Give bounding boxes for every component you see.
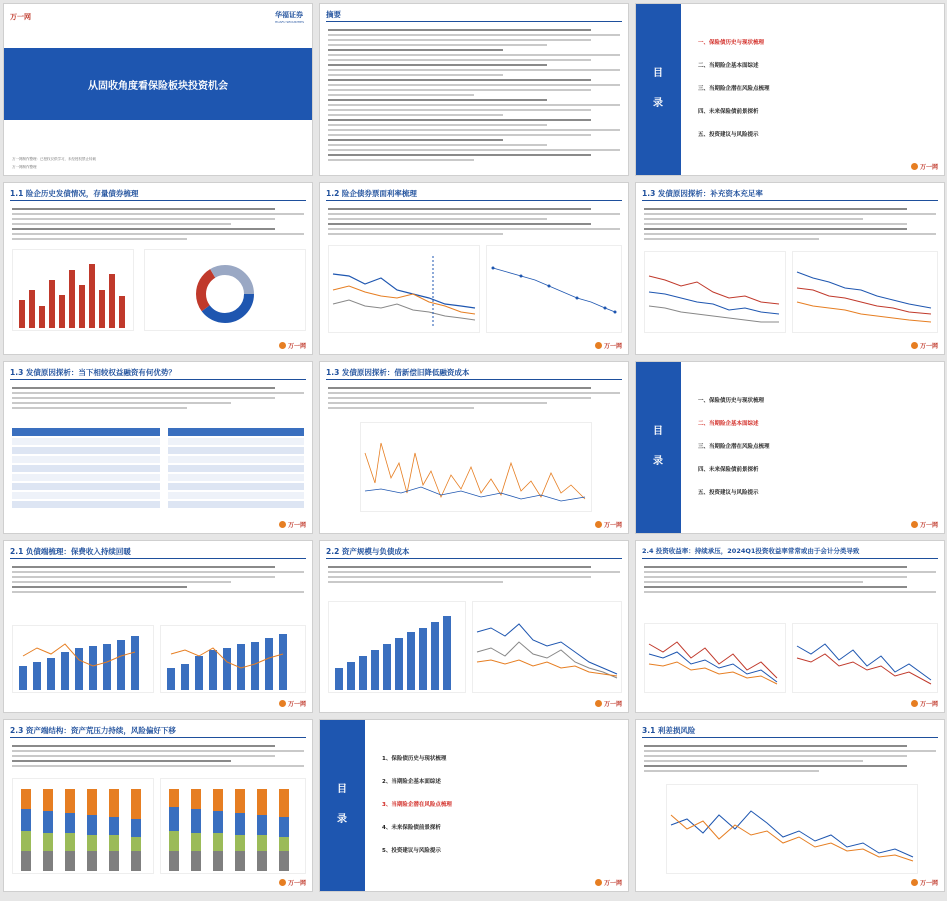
asset-bar-chart: [328, 601, 466, 693]
slide-body: [12, 563, 304, 596]
premium-bars-right: [161, 626, 305, 692]
toc-item-1[interactable]: 1、保险债历史与现状梳理: [382, 756, 447, 762]
toc-label: 目录: [653, 426, 663, 467]
slide-title: 1.1 险企历史发债情况，存量债券梳理: [10, 189, 139, 198]
solvency-lines-left: [645, 252, 785, 332]
toc-label: 目录: [653, 68, 663, 109]
toc-item-4[interactable]: 四、未来保险债前景探析: [698, 109, 759, 115]
toc-slide-section-3[interactable]: [320, 720, 628, 891]
spread-chart: [360, 422, 592, 512]
slide-1-3a[interactable]: [636, 183, 944, 354]
yield-lines-right: [793, 624, 937, 692]
footer-logo: 万一网: [911, 878, 938, 887]
toc-item-5[interactable]: 五、投资建议与风险提示: [698, 132, 759, 138]
scatter-chart: [486, 245, 622, 333]
slide-title: 2.3 资产端结构：资产荒压力持续，风险偏好下移: [10, 726, 176, 735]
title-rule: [10, 379, 306, 380]
bond-issuance-bars: [13, 250, 133, 330]
yield-lines-left: [645, 624, 785, 692]
slide-title: 1.3 发债原因探析：补充资本充足率: [642, 189, 763, 198]
footer-logo: 万一网: [911, 699, 938, 708]
slide-body: [328, 384, 620, 412]
title-rule: [326, 21, 622, 22]
slide-title: 2.4 投资收益率：持续承压，2024Q1投资收益率常常或由于会计分类导致: [642, 547, 860, 555]
footer-logo: 万一网: [595, 878, 622, 887]
slide-1-1[interactable]: [4, 183, 312, 354]
slide-1-3c[interactable]: [320, 362, 628, 533]
solvency-chart-left: [644, 251, 786, 333]
toc-item-2[interactable]: 2、当期险企基本面综述: [382, 779, 441, 785]
toc-item-3[interactable]: 三、当期险企潜在风险点梳理: [698, 86, 770, 92]
footer-logo: 万一网: [279, 878, 306, 887]
slide-body: [328, 205, 620, 238]
rate-scatter: [487, 246, 621, 332]
yield-chart-right: [792, 623, 938, 693]
toc-item-1[interactable]: 一、保险债历史与现状梳理: [698, 40, 765, 46]
title-rule: [642, 200, 938, 201]
toc-item-2[interactable]: 二、当期险企基本面综述: [698, 421, 759, 427]
footer-logo: 万一网: [595, 341, 622, 350]
donut-chart: [144, 249, 306, 331]
slide-2-4[interactable]: [636, 541, 944, 712]
slide-3-1[interactable]: [636, 720, 944, 891]
slide-body: [12, 205, 304, 243]
table-left: [12, 428, 160, 514]
cost-line-chart: [472, 601, 622, 693]
slide-title: 1.3 发债原因探析：借新偿旧降低融资成本: [326, 368, 470, 377]
huafu-logo: 华福证券 HUAFU SECURITIES: [275, 11, 304, 24]
title-rule: [10, 737, 306, 738]
slide-2-2[interactable]: [320, 541, 628, 712]
title-rule: [642, 737, 938, 738]
slide-title: 1.3 发债原因探析：当下相较权益融资有何优势？: [10, 368, 176, 377]
footer-logo: 万一网: [911, 162, 938, 171]
footer-logo: 万一网: [595, 520, 622, 529]
slide-body: [644, 563, 936, 596]
toc-item-2[interactable]: 二、当期险企基本面综述: [698, 63, 759, 69]
table-right: [168, 428, 304, 514]
slide-2-3[interactable]: [4, 720, 312, 891]
toc-item-1[interactable]: 一、保险债历史与现状梳理: [698, 398, 765, 404]
toc-item-4[interactable]: 4、未来保险债前景探析: [382, 825, 441, 831]
slide-1-3b[interactable]: [4, 362, 312, 533]
yield-chart-left: [644, 623, 786, 693]
slide-title: 2.1 负债端梳理：保费收入持续回暖: [10, 547, 131, 556]
asset-bars: [329, 602, 465, 692]
title-rule: [326, 558, 622, 559]
footer-logo: 万一网: [911, 341, 938, 350]
slide-title: 2.2 资产规模与负债成本: [326, 547, 410, 556]
bond-balance-pie: [145, 250, 305, 330]
slide-body: [328, 563, 620, 586]
slide-1-2[interactable]: [320, 183, 628, 354]
bar-chart: [12, 249, 134, 331]
title-rule: [642, 558, 938, 559]
stacked-bars-right: [161, 779, 305, 873]
toc-slide-section-2[interactable]: [636, 362, 944, 533]
rate-line-chart: [328, 245, 480, 333]
premium-bar-chart-right: [160, 625, 306, 693]
title-rule: [326, 379, 622, 380]
toc-slide-main[interactable]: [636, 4, 944, 175]
toc-item-4[interactable]: 四、未来保险债前景探析: [698, 467, 759, 473]
footer-logo: 万一网: [279, 520, 306, 529]
slide-2-1[interactable]: [4, 541, 312, 712]
summary-body: [328, 26, 620, 164]
cover-slide[interactable]: [4, 4, 312, 175]
footer-logo: 万一网: [279, 341, 306, 350]
footer-logo: 万一网: [911, 520, 938, 529]
toc-label: 目录: [337, 784, 347, 825]
premium-bar-chart-left: [12, 625, 154, 693]
toc-item-5[interactable]: 五、投资建议与风险提示: [698, 490, 759, 496]
asset-mix-chart-right: [160, 778, 306, 874]
slide-title: 1.2 险企债券票面利率梳理: [326, 189, 417, 198]
interest-spread-chart: [666, 784, 918, 874]
slide-title: 3.1 利差损风险: [642, 726, 696, 735]
summary-title: 摘要: [326, 10, 341, 19]
slide-body: [644, 742, 936, 775]
footer-logo: 万一网: [279, 699, 306, 708]
cover-title: 从固收角度看保险板块投资机会: [88, 81, 228, 92]
toc-item-3[interactable]: 3、当期险企潜在风险点梳理: [382, 802, 452, 808]
title-rule: [10, 558, 306, 559]
summary-slide[interactable]: [320, 4, 628, 175]
slide-body: [644, 205, 936, 243]
toc-item-5[interactable]: 5、投资建议与风险提示: [382, 848, 441, 854]
wanyiwang-logo: 万一网: [10, 13, 31, 21]
premium-bars-left: [13, 626, 153, 692]
slide-body: [12, 384, 304, 412]
coupon-rate-lines: [329, 246, 479, 332]
stacked-bars-left: [13, 779, 153, 873]
asset-mix-chart-left: [12, 778, 154, 874]
title-rule: [326, 200, 622, 201]
spread-risk-lines: [667, 785, 917, 873]
spread-lines: [361, 423, 591, 511]
title-rule: [10, 200, 306, 201]
toc-item-3[interactable]: 三、当期险企潜在风险点梳理: [698, 444, 770, 450]
cover-header: [4, 4, 312, 34]
solvency-lines-right: [793, 252, 937, 332]
cover-footer-line-2: 万一网制作整理: [12, 165, 37, 169]
cover-footer-line-1: 万一网制作整理：已授权仅供学习，未经授权禁止转载: [12, 157, 96, 161]
footer-logo: 万一网: [595, 699, 622, 708]
cost-lines: [473, 602, 621, 692]
solvency-chart-right: [792, 251, 938, 333]
slide-body: [12, 742, 304, 770]
